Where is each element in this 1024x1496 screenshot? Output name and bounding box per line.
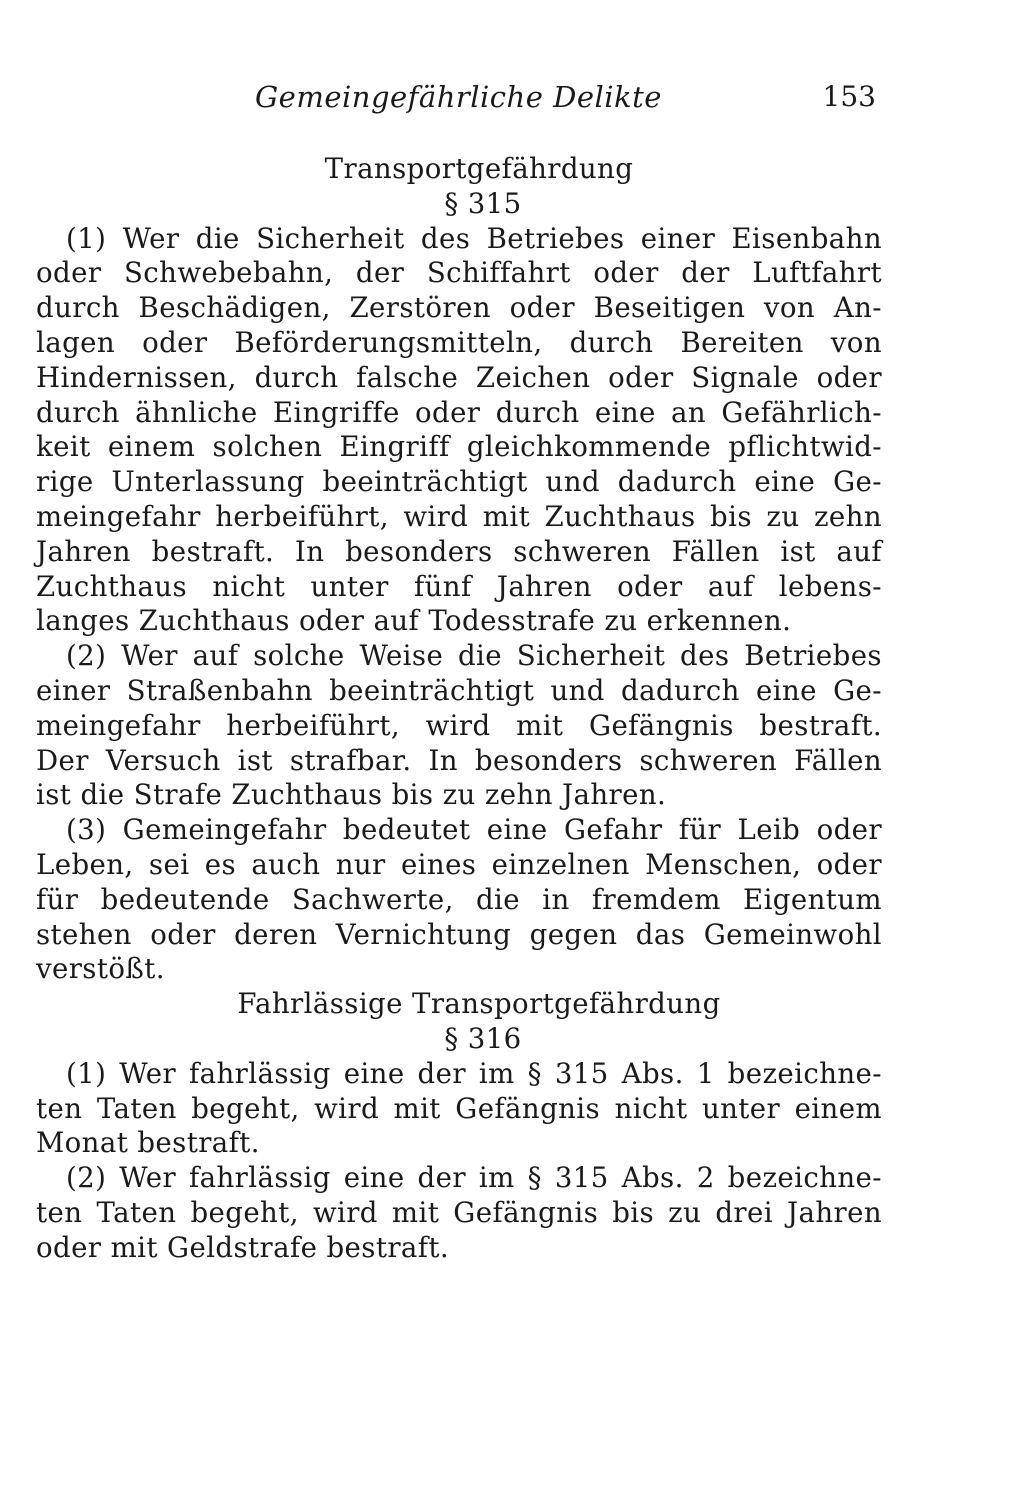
text-line: keit einem solchen Eingriff gleichkommende pflichtwid-: [36, 430, 882, 464]
text-line: (3) Gemeingefahr bedeutet eine Gefahr für Leib oder: [66, 813, 882, 847]
paragraph: [36, 222, 882, 640]
text-line: Hindernissen, durch falsche Zeichen oder Signale oder: [36, 360, 882, 394]
text-line: oder mit Geldstrafe bestraft.: [36, 1230, 450, 1264]
text-line: einer Straßenbahn beeinträchtigt und dadurch eine Ge-: [36, 673, 882, 707]
page-body: [36, 152, 882, 1266]
section-316: [36, 987, 882, 1265]
text-line: Leben, sei es auch nur eines einzelnen Menschen, oder: [36, 847, 882, 881]
text-line: verstößt.: [36, 952, 165, 986]
paragraph: [36, 1057, 882, 1161]
paragraph: [36, 1161, 882, 1265]
text-line: (2) Wer auf solche Weise die Sicherheit des Betriebes: [66, 639, 882, 673]
text-line: (2) Wer fahrlässig eine der im § 315 Abs. 2 bezeichne-: [66, 1161, 882, 1195]
section-315: [36, 152, 882, 987]
text-line: ten Taten begeht, wird mit Gefängnis nicht unter einem: [36, 1091, 882, 1125]
text-line: ist die Strafe Zuchthaus bis zu zehn Jahren.: [36, 778, 667, 812]
text-line: meingefahr herbeiführt, wird mit Gefängnis bestraft.: [36, 708, 882, 742]
page-number: 153: [822, 80, 876, 113]
text-line: für bedeutende Sachwerte, die in fremdem Eigentum: [36, 882, 882, 916]
text-line: lagen oder Beförderungsmitteln, durch Bereiten von: [36, 325, 882, 359]
text-line: meingefahr herbeiführt, wird mit Zuchthaus bis zu zehn: [36, 499, 882, 533]
paragraph: [36, 639, 882, 813]
text-line: durch ähnliche Eingriffe oder durch eine an Gefährlich-: [36, 395, 882, 429]
text-line: (1) Wer fahrlässig eine der im § 315 Abs. 1 bezeichne-: [66, 1056, 882, 1090]
running-title: Gemeingefährliche Delikte: [255, 80, 662, 114]
section-title: Transportgefährdung: [324, 152, 634, 185]
text-line: Monat bestraft.: [36, 1126, 260, 1160]
text-line: stehen oder deren Vernichtung gegen das Gemeinwohl: [36, 917, 882, 951]
text-line: durch Beschädigen, Zerstören oder Beseitigen von An-: [36, 291, 882, 325]
text-line: langes Zuchthaus oder auf Todesstrafe zu erkennen.: [36, 604, 792, 638]
text-line: Jahren bestraft. In besonders schweren Fällen ist auf: [36, 534, 882, 568]
paragraph: [36, 813, 882, 987]
text-line: rige Unterlassung beeinträchtigt und dadurch eine Ge-: [36, 465, 882, 499]
text-line: oder Schwebebahn, der Schiffahrt oder der Luftfahrt: [36, 256, 882, 290]
running-head: [40, 80, 890, 120]
section-number: § 316: [444, 1021, 522, 1055]
section-title: Fahrlässige Transportgefährdung: [237, 987, 721, 1021]
text-line: Der Versuch ist strafbar. In besonders schweren Fällen: [36, 743, 882, 777]
text-line: (1) Wer die Sicherheit des Betriebes einer Eisenbahn: [66, 221, 882, 255]
text-line: Zuchthaus nicht unter fünf Jahren oder auf lebens-: [36, 569, 882, 603]
section-number: § 315: [444, 186, 522, 220]
text-line: ten Taten begeht, wird mit Gefängnis bis zu drei Jahren: [36, 1195, 882, 1229]
